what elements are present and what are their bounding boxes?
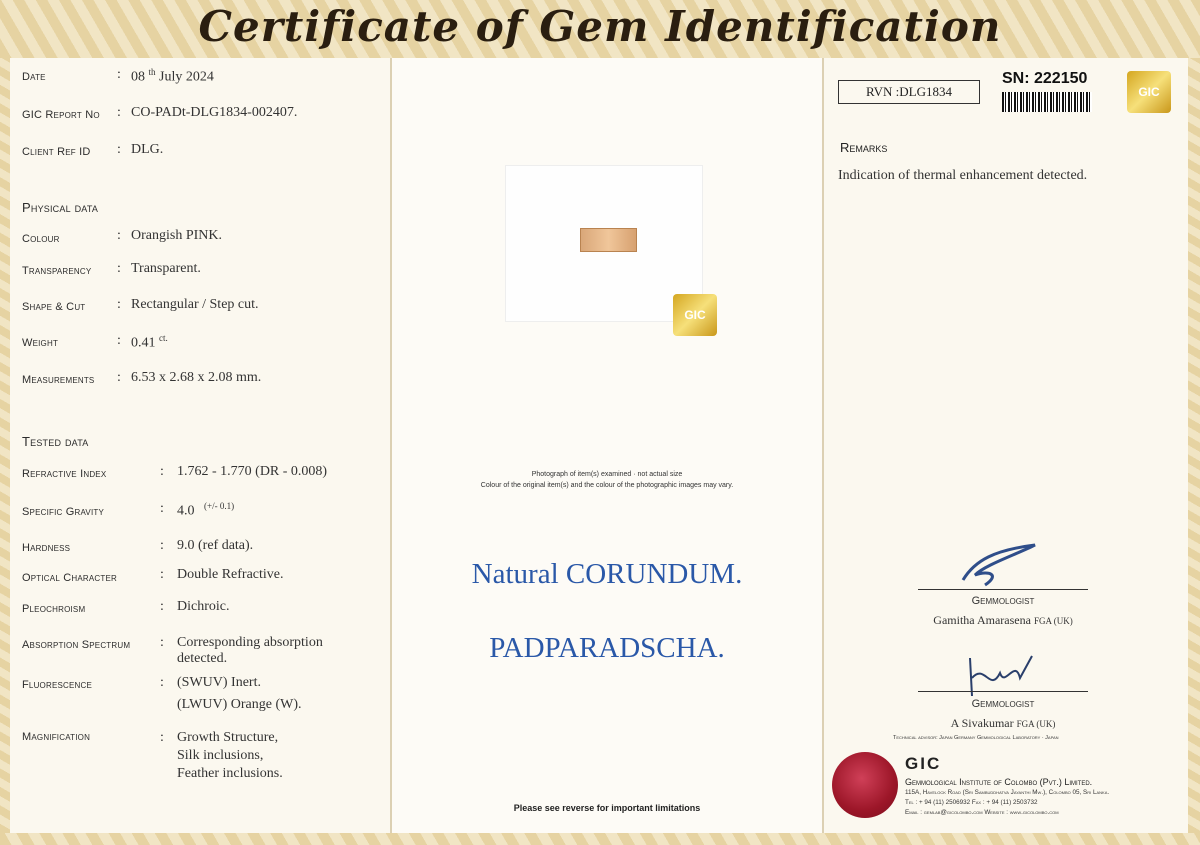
tested-data-heading: Tested data — [22, 434, 89, 449]
sg-number: 4.0 — [177, 503, 195, 519]
shape-cut-label: Shape & Cut — [22, 301, 86, 313]
magnification-value-1: Growth Structure, — [177, 730, 279, 745]
decorative-border-bottom — [0, 831, 1200, 845]
gemmologist-name-2 — [905, 716, 1101, 731]
absorption-value-1: Corresponding absorption — [177, 635, 323, 650]
fold-line-right — [822, 58, 824, 833]
report-no-value: CO-PADt-DLG1834-002407. — [131, 105, 298, 120]
absorption-value-2: detected. — [177, 651, 228, 666]
hardness-value: 9.0 (ref data). — [177, 538, 254, 553]
lab-short-name: GIC — [905, 754, 942, 773]
colon: : — [117, 228, 121, 243]
barcode-icon — [1002, 92, 1092, 112]
colon: : — [117, 370, 121, 385]
transparency-label: Transparency — [22, 265, 92, 277]
date-rest: July 2024 — [159, 69, 214, 85]
colon: : — [160, 538, 164, 553]
weight-unit: ct. — [159, 333, 168, 343]
colon: : — [160, 501, 164, 516]
date-label: Date — [22, 71, 46, 83]
magnification-value-3: Feather inclusions. — [177, 766, 283, 781]
colon: : — [117, 297, 121, 312]
refractive-index-label: Refractive Index — [22, 468, 107, 480]
measurements-value: 6.53 x 2.68 x 2.08 mm. — [131, 370, 262, 385]
certificate-title: Certificate of Gem Identification — [198, 2, 1002, 51]
pleochroism-value: Dichroic. — [177, 599, 230, 614]
colon: : — [117, 105, 121, 120]
lab-address-block — [905, 788, 1109, 818]
measurements-label: Measurements — [22, 374, 95, 386]
colour-label: Colour — [22, 233, 60, 245]
fold-line-left — [390, 58, 392, 833]
wax-seal-icon — [832, 752, 898, 818]
signature-1-icon — [955, 540, 1045, 590]
colon: : — [117, 142, 121, 157]
gem-variety: PADPARADSCHA. — [489, 632, 725, 664]
report-no-label: GIC Report No — [22, 109, 100, 121]
gemmologist-2-qual: FGA (UK) — [1016, 719, 1056, 729]
pleochroism-label: Pleochroism — [22, 603, 86, 615]
sg-tolerance: (+/- 0.1) — [204, 501, 235, 511]
signature-line-1 — [918, 589, 1088, 590]
colon: : — [117, 67, 121, 82]
reverse-note: Please see reverse for important limitations — [513, 803, 701, 813]
gemmologist-2-name-text: A Sivakumar — [950, 716, 1014, 730]
gemmologist-role-1: Gemmologist — [971, 595, 1035, 607]
lab-full-name: Gemmological Institute of Colombo (Pvt.) Limited. — [905, 777, 1093, 787]
transparency-value: Transparent. — [131, 261, 201, 276]
gemmologist-1-name-text: Gamitha Amarasena — [933, 613, 1031, 627]
fluorescence-swuv: (SWUV) Inert. — [177, 675, 261, 690]
shape-cut-value: Rectangular / Step cut. — [131, 297, 259, 312]
specific-gravity-value — [177, 501, 234, 520]
weight-number: 0.41 — [131, 335, 156, 351]
colon: : — [117, 333, 121, 348]
remarks-text: Indication of thermal enhancement detected. — [838, 168, 1088, 183]
gemmologist-name-1 — [905, 613, 1101, 628]
client-ref-value: DLG. — [131, 142, 164, 157]
gemmologist-1-qual: FGA (UK) — [1033, 616, 1073, 626]
magnification-value-2: Silk inclusions, — [177, 748, 264, 763]
physical-data-heading: Physical data — [22, 200, 99, 215]
hologram-sticker-top: GIC — [1127, 71, 1171, 113]
decorative-border-left — [0, 58, 10, 833]
colon: : — [160, 567, 164, 582]
lab-address: 115A, Havelock Road (Sri Sambuddhatva Jayanthi Mw.), Colombo 05, Sri Lanka. — [905, 789, 1110, 796]
absorption-label: Absorption Spectrum — [22, 639, 131, 651]
client-ref-label: Client Ref ID — [22, 146, 91, 158]
signature-2-icon — [960, 648, 1040, 700]
colon: : — [160, 599, 164, 614]
date-value — [131, 67, 214, 86]
remarks-heading: Remarks — [840, 140, 888, 155]
colon: : — [160, 730, 164, 745]
specific-gravity-label: Specific Gravity — [22, 506, 105, 518]
hologram-sticker: GIC — [673, 294, 717, 336]
gemmologist-role-2: Gemmologist — [971, 698, 1035, 710]
lab-email: Email : gemlab@gicolombo.com Website : www.gicolombo.com — [905, 809, 1059, 816]
decorative-border-right — [1188, 58, 1200, 833]
signature-line-2 — [918, 691, 1088, 692]
serial-number: SN: 222150 — [1002, 70, 1088, 87]
weight-label: Weight — [22, 337, 59, 349]
rvn-box: RVN :DLG1834 — [838, 80, 980, 104]
optical-character-value: Double Refractive. — [177, 567, 284, 582]
photo-note-2: Colour of the original item(s) and the colour of the photographic images may vary. — [480, 482, 734, 489]
technical-advisor: Technical advisor: Japan Germany Gemmological Laboratory · Japan — [893, 735, 1059, 741]
colon: : — [160, 675, 164, 690]
gem-species: Natural CORUNDUM. — [471, 558, 743, 590]
lab-phone: Tel : + 94 (11) 2506932 Fax : + 94 (11) 2503732 — [905, 799, 1038, 806]
colon: : — [160, 464, 164, 479]
gem-photo — [580, 228, 637, 252]
date-day: 08 — [131, 69, 145, 85]
refractive-index-value: 1.762 - 1.770 (DR - 0.008) — [177, 464, 328, 479]
colour-value: Orangish PINK. — [131, 228, 222, 243]
weight-value — [131, 333, 168, 352]
fluorescence-label: Fluorescence — [22, 679, 93, 691]
hardness-label: Hardness — [22, 542, 71, 554]
photo-note-1: Photograph of item(s) examined · not actual size — [531, 471, 683, 478]
colon: : — [117, 261, 121, 276]
magnification-label: Magnification — [22, 731, 91, 743]
date-suffix: th — [148, 67, 156, 77]
fluorescence-lwuv: (LWUV) Orange (W). — [177, 697, 302, 712]
colon: : — [160, 635, 164, 650]
optical-character-label: Optical Character — [22, 572, 117, 584]
